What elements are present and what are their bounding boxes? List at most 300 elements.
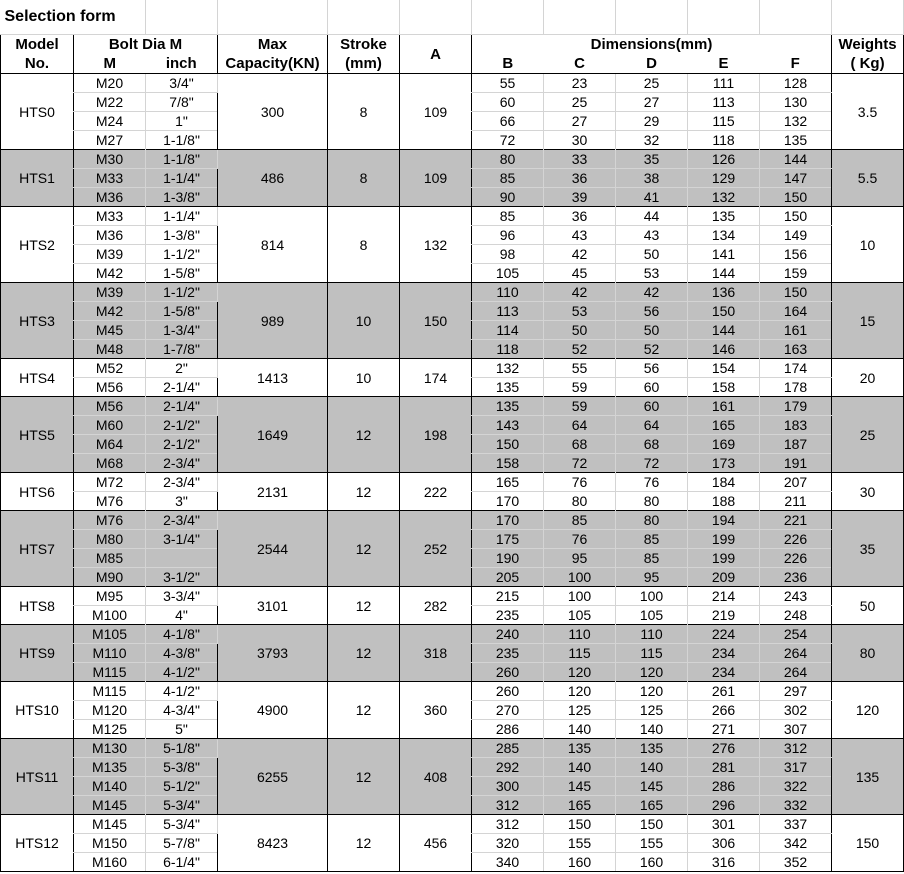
header-a: A — [400, 35, 472, 74]
dim-b-cell: 150 — [472, 435, 544, 454]
dim-f-cell: 264 — [760, 663, 832, 682]
table-row — [1, 359, 904, 378]
dim-d-cell: 60 — [616, 397, 688, 416]
dim-c-cell: 115 — [544, 644, 616, 663]
dim-f-cell: 174 — [760, 359, 832, 378]
dim-f-cell: 183 — [760, 416, 832, 435]
weight-cell: 10 — [832, 207, 904, 283]
bolt-inch-cell: 2" — [146, 359, 218, 378]
bolt-inch-cell: 5-3/4" — [146, 796, 218, 815]
bolt-inch-cell: 1-1/8" — [146, 150, 218, 169]
bolt-inch-cell: 1-5/8" — [146, 302, 218, 321]
dim-f-cell: 159 — [783, 265, 808, 281]
dim-e-cell: 141 — [688, 245, 760, 264]
dim-c-cell: 150 — [544, 815, 616, 834]
dim-b-cell: 215 — [472, 587, 544, 606]
dim-b-cell: 235 — [472, 606, 544, 625]
dim-b-cell: 72 — [472, 131, 544, 150]
dim-d-cell: 27 — [616, 93, 688, 112]
a-cell: 282 — [400, 587, 472, 625]
dim-b-cell: 105 — [472, 264, 544, 283]
model-cell: HTS12 — [1, 815, 74, 872]
title-cell-empty — [688, 0, 760, 35]
dim-e-cell: 194 — [688, 511, 760, 530]
dim-c-cell: 105 — [544, 606, 616, 625]
dim-e-cell: 165 — [688, 416, 760, 435]
bolt-inch-cell: 4-1/2" — [146, 682, 218, 701]
dim-f-cell: 248 — [783, 607, 808, 623]
dim-c-cell: 85 — [544, 511, 616, 530]
dim-e-cell: 188 — [688, 492, 760, 511]
weight-cell: 30 — [832, 473, 904, 511]
bolt-inch-cell: 1-1/2" — [146, 283, 218, 302]
dim-e-cell: 306 — [688, 834, 760, 853]
weight-cell: 80 — [832, 625, 904, 682]
title-cell-empty — [472, 0, 544, 35]
model-cell: HTS4 — [1, 359, 74, 397]
dim-f-cell: 302 — [760, 701, 832, 720]
table-row — [1, 625, 904, 644]
dim-d-cell: 140 — [616, 720, 688, 739]
stroke-cell: 12 — [328, 625, 400, 682]
dim-c-cell: 120 — [544, 682, 616, 701]
table-row — [1, 207, 904, 226]
weight-cell: 120 — [832, 682, 904, 739]
dim-d-cell: 68 — [616, 435, 688, 454]
dim-b-cell: 312 — [472, 815, 544, 834]
table-row — [1, 397, 904, 416]
title-cell-empty — [328, 0, 400, 35]
bolt-inch-cell: 1-1/4" — [146, 207, 218, 226]
stroke-cell: 12 — [328, 739, 400, 815]
bolt-inch-cell: 1-3/8" — [146, 226, 218, 245]
bolt-m-cell: M39 — [74, 245, 146, 264]
dim-c-cell: 72 — [544, 454, 616, 473]
a-cell: 150 — [400, 283, 472, 359]
bolt-inch-cell: 2-1/4" — [146, 397, 218, 416]
dim-d-cell: 95 — [616, 568, 688, 587]
bolt-m-cell: M60 — [74, 416, 146, 435]
bolt-m-cell: M105 — [74, 625, 146, 644]
header-mm: (mm) — [328, 54, 400, 74]
bolt-inch-cell: 4" — [146, 606, 218, 625]
dim-c-cell: 52 — [544, 340, 616, 359]
bolt-inch-cell: 5-1/8" — [146, 739, 218, 758]
stroke-cell: 8 — [328, 150, 400, 207]
a-cell: 456 — [400, 815, 472, 872]
dim-d-cell: 150 — [616, 815, 688, 834]
weight-cell: 3.5 — [832, 74, 904, 150]
dim-c-cell: 155 — [544, 834, 616, 853]
bolt-inch-cell: 4-1/2" — [146, 663, 218, 682]
bolt-inch-cell: 5-1/2" — [146, 777, 218, 796]
bolt-m-cell: M45 — [74, 321, 146, 340]
bolt-inch-cell — [146, 549, 218, 568]
weight-cell: 135 — [832, 739, 904, 815]
dim-d-cell: 76 — [616, 473, 688, 492]
dim-d-cell: 29 — [616, 112, 688, 131]
bolt-inch-cell: 5-7/8" — [146, 834, 218, 853]
bolt-m-cell: M80 — [74, 530, 146, 549]
dim-e-cell: 146 — [688, 340, 760, 359]
dim-f-cell: 211 — [784, 493, 807, 509]
title-cell-empty — [760, 0, 832, 35]
dim-f-cell: 150 — [760, 188, 832, 207]
bolt-m-cell: M100 — [74, 606, 146, 625]
bolt-m-cell: M150 — [74, 834, 146, 853]
dim-e-cell: 296 — [688, 796, 760, 815]
bolt-m-cell: M56 — [74, 378, 146, 397]
bolt-m-cell: M140 — [74, 777, 146, 796]
dim-d-cell: 64 — [616, 416, 688, 435]
dim-d-cell: 110 — [616, 625, 688, 644]
dim-c-cell: 36 — [544, 207, 616, 226]
bolt-inch-cell: 4-3/8" — [146, 644, 218, 663]
dim-e-cell: 111 — [688, 74, 760, 93]
bolt-inch-cell: 6-1/4" — [146, 853, 218, 872]
dim-f-cell: 161 — [760, 321, 832, 340]
dim-d-cell: 60 — [616, 378, 688, 397]
stroke-cell: 12 — [328, 511, 400, 587]
bolt-inch-cell: 3" — [146, 492, 218, 511]
a-cell: 318 — [400, 625, 472, 682]
table-row — [1, 511, 904, 530]
dim-f-cell: 312 — [760, 739, 832, 758]
dim-c-cell: 165 — [544, 796, 616, 815]
dim-d-cell: 135 — [616, 739, 688, 758]
dim-b-cell: 85 — [472, 169, 544, 188]
bolt-inch-cell: 2-3/4" — [146, 511, 218, 530]
dim-f-cell: 144 — [760, 150, 832, 169]
dim-c-cell: 145 — [544, 777, 616, 796]
bolt-inch-cell: 2-1/2" — [146, 435, 218, 454]
dim-d-cell: 32 — [616, 131, 688, 150]
dim-f-cell: 337 — [760, 815, 832, 834]
dim-e-cell: 161 — [688, 397, 760, 416]
bolt-m-cell: M76 — [74, 511, 146, 530]
dim-e-cell: 199 — [688, 549, 760, 568]
dim-b-cell: 143 — [472, 416, 544, 435]
bolt-m-cell: M95 — [74, 587, 146, 606]
dim-e-cell: 173 — [688, 454, 760, 473]
a-cell: 109 — [400, 150, 472, 207]
bolt-m-cell: M52 — [74, 359, 146, 378]
dim-c-cell: 42 — [544, 245, 616, 264]
dim-e-cell: 129 — [688, 169, 760, 188]
header-f: F — [760, 54, 832, 74]
dim-e-cell: 301 — [688, 815, 760, 834]
dim-b-cell: 96 — [472, 226, 544, 245]
capacity-cell: 814 — [218, 207, 328, 283]
bolt-m-cell: M36 — [74, 226, 146, 245]
bolt-inch-cell: 5" — [146, 720, 218, 739]
dim-e-cell: 271 — [688, 720, 760, 739]
dim-d-cell: 56 — [616, 359, 688, 378]
dim-f-cell: 179 — [760, 397, 832, 416]
bolt-inch-cell: 7/8" — [146, 93, 218, 112]
dim-d-cell: 56 — [616, 302, 688, 321]
bolt-m-cell: M110 — [74, 644, 146, 663]
a-cell: 132 — [400, 207, 472, 283]
dim-b-cell: 114 — [472, 321, 544, 340]
dim-b-cell: 205 — [472, 568, 544, 587]
dim-f-cell: 297 — [760, 682, 832, 701]
dim-c-cell: 125 — [544, 701, 616, 720]
dim-c-cell: 160 — [544, 853, 616, 872]
dim-e-cell: 144 — [688, 321, 760, 340]
model-cell: HTS10 — [1, 682, 74, 739]
dim-d-cell: 50 — [616, 245, 688, 264]
dim-e-cell: 132 — [688, 188, 760, 207]
bolt-inch-cell: 1-7/8" — [146, 340, 218, 359]
bolt-m-cell: M64 — [74, 435, 146, 454]
dim-e-cell: 214 — [688, 587, 760, 606]
title-cell-empty — [146, 0, 218, 35]
stroke-cell: 8 — [328, 74, 400, 150]
dim-b-cell: 80 — [472, 150, 544, 169]
a-cell: 360 — [400, 682, 472, 739]
dim-e-cell: 169 — [688, 435, 760, 454]
a-cell: 408 — [400, 739, 472, 815]
dim-f-cell: 130 — [760, 93, 832, 112]
dim-c-cell: 100 — [544, 568, 616, 587]
dim-e-cell: 209 — [688, 568, 760, 587]
bolt-m-cell: M27 — [74, 131, 146, 150]
title-cell-empty — [616, 0, 688, 35]
dim-c-cell: 59 — [544, 378, 616, 397]
bolt-inch-cell: 5-3/4" — [146, 815, 218, 834]
bolt-inch-cell: 1-5/8" — [146, 264, 218, 283]
header-m: M — [74, 54, 146, 74]
table-row — [1, 682, 904, 701]
dim-f-cell: 322 — [760, 777, 832, 796]
dim-e-cell: 134 — [688, 226, 760, 245]
dim-d-cell: 53 — [616, 264, 688, 283]
dim-c-cell: 36 — [544, 169, 616, 188]
dim-d-cell: 105 — [616, 606, 688, 625]
dim-b-cell: 286 — [472, 720, 544, 739]
dim-d-cell: 85 — [616, 530, 688, 549]
weight-cell: 15 — [832, 283, 904, 359]
dim-b-cell: 113 — [472, 302, 544, 321]
bolt-inch-cell: 3-1/4" — [146, 530, 218, 549]
dim-d-cell: 25 — [616, 74, 688, 93]
header-c: C — [544, 54, 616, 74]
dim-f-cell: 191 — [760, 454, 832, 473]
bolt-m-cell: M68 — [74, 454, 146, 473]
dim-f-cell: 352 — [760, 853, 832, 872]
dim-c-cell: 80 — [544, 492, 616, 511]
dim-e-cell: 199 — [688, 530, 760, 549]
bolt-m-cell: M39 — [74, 283, 146, 302]
dim-f-cell: 317 — [760, 758, 832, 777]
dim-f-cell: 147 — [760, 169, 832, 188]
dim-f-cell: 178 — [783, 379, 808, 395]
page-title: Selection form — [1, 0, 146, 35]
dim-d-cell: 125 — [616, 701, 688, 720]
capacity-cell: 989 — [218, 283, 328, 359]
capacity-cell: 300 — [218, 74, 328, 150]
dim-f-cell: 163 — [760, 340, 832, 359]
dim-f-cell: 207 — [760, 473, 832, 492]
bolt-m-cell: M120 — [74, 701, 146, 720]
model-cell: HTS2 — [1, 207, 74, 283]
dim-b-cell: 292 — [472, 758, 544, 777]
capacity-cell: 8423 — [218, 815, 328, 872]
dim-f-cell: 243 — [760, 587, 832, 606]
dim-e-cell: 126 — [688, 150, 760, 169]
dim-b-cell: 190 — [472, 549, 544, 568]
capacity-cell: 3793 — [218, 625, 328, 682]
a-cell: 198 — [400, 397, 472, 473]
bolt-m-cell: M130 — [74, 739, 146, 758]
capacity-cell: 1413 — [218, 359, 328, 397]
table-row — [1, 74, 904, 93]
dim-c-cell: 33 — [544, 150, 616, 169]
dim-d-cell: 140 — [616, 758, 688, 777]
dim-c-cell: 135 — [544, 739, 616, 758]
dim-b-cell: 235 — [472, 644, 544, 663]
weight-cell: 5.5 — [832, 150, 904, 207]
dim-f-cell: 264 — [760, 644, 832, 663]
bolt-inch-cell: 1" — [146, 112, 218, 131]
header-weights: Weights — [832, 35, 904, 55]
bolt-m-cell: M135 — [74, 758, 146, 777]
bolt-inch-cell: 1-3/8" — [146, 188, 218, 207]
capacity-cell: 3101 — [218, 587, 328, 625]
dim-d-cell: 41 — [616, 188, 688, 207]
dim-c-cell: 45 — [544, 264, 616, 283]
a-cell: 174 — [400, 359, 472, 397]
dim-f-cell: 221 — [760, 511, 832, 530]
bolt-m-cell: M145 — [74, 815, 146, 834]
dim-c-cell: 140 — [544, 758, 616, 777]
dim-f-cell: 226 — [760, 549, 832, 568]
dim-d-cell: 100 — [616, 587, 688, 606]
dim-e-cell: 286 — [688, 777, 760, 796]
dim-d-cell: 145 — [616, 777, 688, 796]
header-model: Model — [1, 35, 74, 55]
dim-b-cell: 340 — [472, 853, 544, 872]
dim-e-cell: 158 — [688, 378, 760, 397]
capacity-cell: 4900 — [218, 682, 328, 739]
dim-f-cell: 149 — [760, 226, 832, 245]
dim-b-cell: 98 — [472, 245, 544, 264]
bolt-inch-cell: 5-3/8" — [146, 758, 218, 777]
bolt-m-cell: M76 — [74, 492, 146, 511]
dim-c-cell: 39 — [544, 188, 616, 207]
dim-c-cell: 27 — [544, 112, 616, 131]
dim-d-cell: 38 — [616, 169, 688, 188]
title-cell-empty — [218, 0, 328, 35]
dim-f-cell: 307 — [783, 721, 808, 737]
bolt-m-cell: M72 — [74, 473, 146, 492]
header-dimensions: Dimensions(mm) — [472, 35, 832, 55]
header-b: B — [472, 54, 544, 74]
dim-d-cell: 44 — [616, 207, 688, 226]
bolt-inch-cell: 3-3/4" — [146, 587, 218, 606]
dim-b-cell: 300 — [472, 777, 544, 796]
dim-e-cell: 184 — [688, 473, 760, 492]
stroke-cell: 10 — [328, 359, 400, 397]
dim-c-cell: 68 — [544, 435, 616, 454]
weight-cell: 25 — [832, 397, 904, 473]
header-max: Max — [218, 35, 328, 55]
dim-c-cell: 55 — [544, 359, 616, 378]
dim-e-cell: 261 — [688, 682, 760, 701]
dim-b-cell: 118 — [472, 340, 544, 359]
capacity-cell: 6255 — [218, 739, 328, 815]
bolt-m-cell: M30 — [74, 150, 146, 169]
dim-d-cell: 80 — [616, 511, 688, 530]
a-cell: 252 — [400, 511, 472, 587]
header-e: E — [688, 54, 760, 74]
dim-f-cell: 150 — [760, 283, 832, 302]
header-d: D — [616, 54, 688, 74]
dim-f-cell: 226 — [760, 530, 832, 549]
bolt-inch-cell: 2-1/2" — [146, 416, 218, 435]
dim-b-cell: 60 — [472, 93, 544, 112]
table-row — [1, 587, 904, 606]
dim-b-cell: 320 — [472, 834, 544, 853]
dim-f-cell: 164 — [760, 302, 832, 321]
capacity-cell: 2544 — [218, 511, 328, 587]
dim-c-cell: 42 — [544, 283, 616, 302]
dim-d-cell: 52 — [616, 340, 688, 359]
dim-e-cell: 150 — [688, 302, 760, 321]
dim-e-cell: 316 — [688, 853, 760, 872]
title-cell-empty — [832, 0, 904, 35]
capacity-cell: 1649 — [218, 397, 328, 473]
model-cell: HTS6 — [1, 473, 74, 511]
dim-d-cell: 85 — [616, 549, 688, 568]
bolt-m-cell: M125 — [74, 720, 146, 739]
stroke-cell: 8 — [328, 207, 400, 283]
model-cell: HTS5 — [1, 397, 74, 473]
bolt-m-cell: M90 — [74, 568, 146, 587]
dim-b-cell: 285 — [472, 739, 544, 758]
model-cell: HTS0 — [1, 74, 74, 150]
table-row — [1, 815, 904, 834]
a-cell: 109 — [400, 74, 472, 150]
dim-e-cell: 118 — [688, 131, 760, 150]
dim-e-cell: 224 — [688, 625, 760, 644]
stroke-cell: 12 — [328, 587, 400, 625]
title-cell-empty — [544, 0, 616, 35]
dim-e-cell: 115 — [688, 112, 760, 131]
model-cell: HTS11 — [1, 739, 74, 815]
dim-c-cell: 76 — [544, 530, 616, 549]
dim-c-cell: 43 — [544, 226, 616, 245]
capacity-cell: 2131 — [218, 473, 328, 511]
dim-d-cell: 72 — [616, 454, 688, 473]
dim-b-cell: 135 — [472, 397, 544, 416]
bolt-inch-cell: 2-3/4" — [146, 454, 218, 473]
dim-c-cell: 120 — [544, 663, 616, 682]
dim-b-cell: 165 — [472, 473, 544, 492]
header-kg: ( Kg) — [832, 54, 904, 74]
dim-e-cell: 219 — [688, 606, 760, 625]
dim-e-cell: 136 — [688, 283, 760, 302]
dim-b-cell: 55 — [472, 74, 544, 93]
header-bolt-dia: Bolt Dia M — [74, 35, 218, 55]
dim-f-cell: 236 — [760, 568, 832, 587]
dim-e-cell: 281 — [688, 758, 760, 777]
bolt-inch-cell: 1-1/2" — [146, 245, 218, 264]
weight-cell: 35 — [832, 511, 904, 587]
stroke-cell: 12 — [328, 397, 400, 473]
dim-f-cell: 156 — [760, 245, 832, 264]
